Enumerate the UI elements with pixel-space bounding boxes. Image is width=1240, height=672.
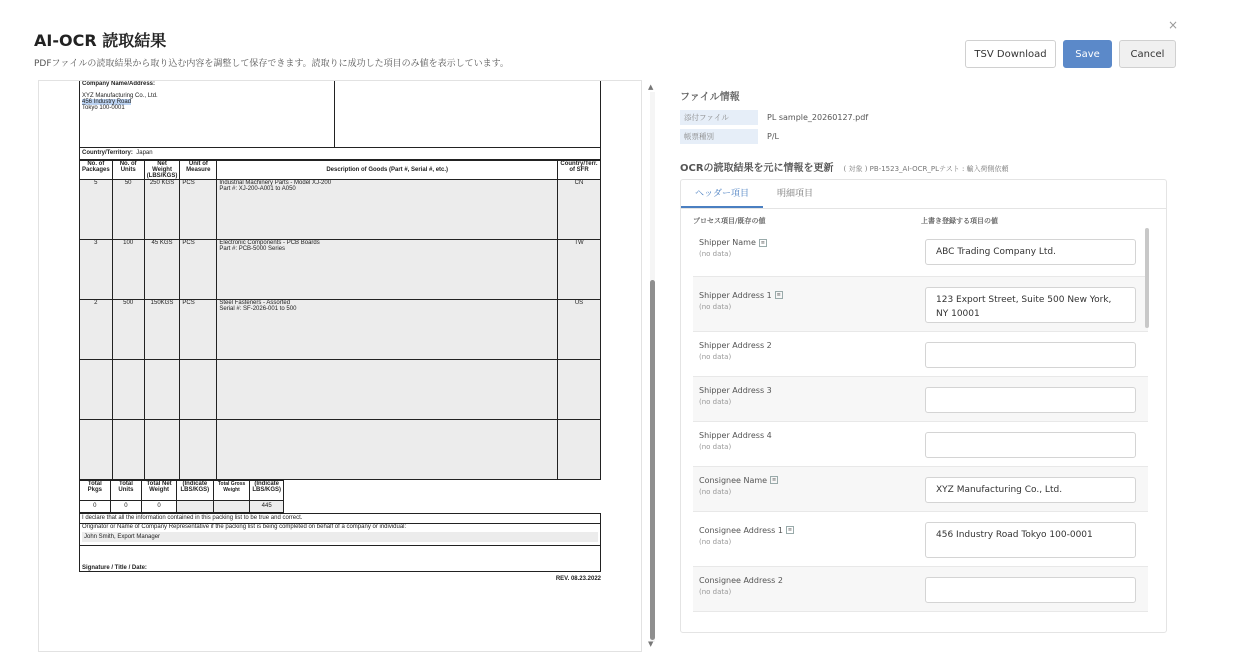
originator-label: Originator or Name of Company Representative if the packing list is being completed on behalf of a company or individual:	[82, 523, 407, 530]
field-row	[693, 377, 1148, 422]
signature-label: Signature / Title / Date:	[80, 545, 601, 571]
override-value-input[interactable]	[925, 387, 1136, 413]
item-row-empty	[80, 419, 601, 479]
source-icon[interactable]: ≡	[787, 527, 793, 533]
update-card	[680, 179, 1167, 633]
existing-value: (no data)	[699, 537, 732, 546]
attach-label: 添付ファイル	[680, 110, 758, 125]
file-info-heading: ファイル情報	[680, 92, 740, 103]
override-value-input[interactable]: 123 Export Street, Suite 500 New York, NY 10001	[925, 287, 1136, 323]
existing-value: (no data)	[699, 352, 732, 361]
originator-value: John Smith, Export Manager	[82, 532, 598, 542]
fields-scrollbar[interactable]	[1145, 228, 1149, 328]
pdf-viewer[interactable]	[38, 80, 642, 652]
cancel-button[interactable]: Cancel	[1119, 40, 1176, 68]
item-row-empty	[80, 359, 601, 419]
override-value-input[interactable]	[925, 432, 1136, 458]
field-label	[699, 431, 772, 440]
tab-bar	[681, 180, 1166, 209]
existing-value: (no data)	[699, 397, 732, 406]
tsv-download-button[interactable]: TSV Download	[965, 40, 1056, 68]
override-value-input[interactable]: XYZ Manufacturing Co., Ltd.	[925, 477, 1136, 503]
col-packages: No. of Packages	[80, 160, 113, 179]
field-label	[699, 526, 794, 535]
totals-table: Total Pkgs Total Units Total Net Weight (Indicate LBS/KGS) Total Gross Weight (Indicate LBS/KGS) 0 0 0 445	[79, 480, 284, 513]
file-info	[680, 109, 1170, 145]
existing-value: (no data)	[699, 442, 732, 451]
field-row	[693, 422, 1148, 467]
override-value-input[interactable]	[925, 342, 1136, 368]
field-row	[693, 332, 1148, 377]
items-table	[79, 160, 601, 480]
company-block	[79, 81, 601, 160]
packing-list-document	[79, 81, 601, 582]
field-row	[693, 227, 1148, 277]
type-value: P/L	[767, 132, 779, 141]
field-row	[693, 567, 1148, 612]
source-icon[interactable]: ≡	[760, 239, 765, 246]
scroll-down-icon[interactable]: ▼	[648, 640, 654, 648]
field-label-text: Consignee Address 1	[699, 525, 783, 535]
declaration-table	[79, 513, 601, 572]
col-units: No. of Units	[112, 160, 144, 179]
field-rows	[693, 227, 1148, 627]
country-label: Country/Territory:	[82, 150, 133, 156]
existing-value: (no data)	[699, 587, 732, 596]
item-row: 3 100 45 KGS PCS Electronic Components - PCB Boards Part #: PCB-5000 Series TW	[80, 239, 601, 299]
pdf-scrollbar[interactable]	[648, 80, 658, 650]
col-existing-header: プロセス項目/既存の値	[693, 217, 766, 225]
close-icon[interactable]: ×	[1167, 18, 1178, 32]
save-button[interactable]: Save	[1063, 40, 1112, 68]
field-label	[699, 576, 783, 585]
right-panel	[680, 88, 1170, 596]
field-label-text: Shipper Address 2	[699, 340, 772, 350]
override-value-input[interactable]: ABC Trading Company Ltd.	[925, 239, 1136, 265]
country-value: Japan	[136, 150, 153, 156]
field-label-text: Shipper Address 3	[699, 385, 772, 395]
company-line1: XYZ Manufacturing Co., Ltd.	[82, 93, 158, 99]
company-label: Company Name/Address:	[82, 81, 156, 87]
source-icon[interactable]: ≡	[771, 477, 777, 483]
field-label	[699, 341, 772, 350]
page-subtitle: PDFファイルの読取結果から取り込む内容を調整して保存できます。読取りに成功した項目のみ値を表示しています。	[34, 59, 509, 69]
col-net-weight: Net Weight (LBS/KGS)	[144, 160, 180, 179]
scroll-up-icon[interactable]: ▲	[648, 83, 654, 91]
field-label-text: Shipper Address 1	[699, 290, 772, 300]
col-override-header: 上書き登録する項目の値	[921, 217, 998, 225]
col-uom: Unit of Measure	[180, 160, 217, 179]
field-label	[699, 386, 772, 395]
attach-value: PL sample_20260127.pdf	[767, 113, 869, 122]
field-row	[693, 467, 1148, 512]
override-value-input[interactable]	[925, 577, 1136, 603]
field-label	[699, 476, 778, 485]
update-heading: OCRの読取結果を元に情報を更新	[680, 163, 834, 174]
declaration-text: I declare that all the information contained in this packing list to be true and correct.	[80, 513, 601, 523]
type-label: 帳票種別	[680, 129, 758, 144]
existing-value: (no data)	[699, 302, 732, 311]
existing-value: (no data)	[699, 487, 732, 496]
page-title: AI-OCR 読取結果	[34, 31, 167, 50]
company-line3: Tokyo 100-0001	[82, 105, 125, 111]
field-row	[693, 277, 1148, 332]
item-row: 5 50 250 KGS PCS Industrial Machinery Parts - Model XJ-200 Part #: XJ-200-A001 to A050 CN	[80, 179, 601, 239]
override-value-input[interactable]: 456 Industry Road Tokyo 100-0001	[925, 522, 1136, 558]
update-target: ( 対象 ) PB-1523_AI-OCR_PLテスト : 輸入荷側依頼	[843, 165, 1009, 173]
field-label-text: Consignee Name	[699, 475, 768, 485]
revision-text: REV. 08.23.2022	[555, 575, 601, 582]
field-label-text: Shipper Address 4	[699, 430, 772, 440]
existing-value: (no data)	[699, 250, 732, 258]
column-headers	[693, 216, 1148, 226]
source-icon[interactable]: ≡	[776, 292, 781, 298]
col-country: Country/Terr. of SFR	[558, 160, 601, 179]
field-label-text: Consignee Address 2	[699, 575, 783, 585]
tab-header-items[interactable]: ヘッダー項目	[681, 180, 763, 208]
field-label	[699, 291, 783, 300]
field-label-text: Shipper Name	[699, 238, 756, 247]
field-label	[699, 238, 767, 247]
item-row: 2 500 150KGS PCS Steel Fasteners - Assorted Serial #: SF-2026-001 to 500 US	[80, 299, 601, 359]
scroll-thumb[interactable]	[650, 280, 655, 640]
field-row	[693, 512, 1148, 567]
company-line2: 456 Industry Road	[82, 99, 132, 105]
col-description: Description of Goods (Part #, Serial #, etc.)	[217, 160, 558, 179]
tab-detail-items[interactable]: 明細項目	[777, 189, 814, 199]
